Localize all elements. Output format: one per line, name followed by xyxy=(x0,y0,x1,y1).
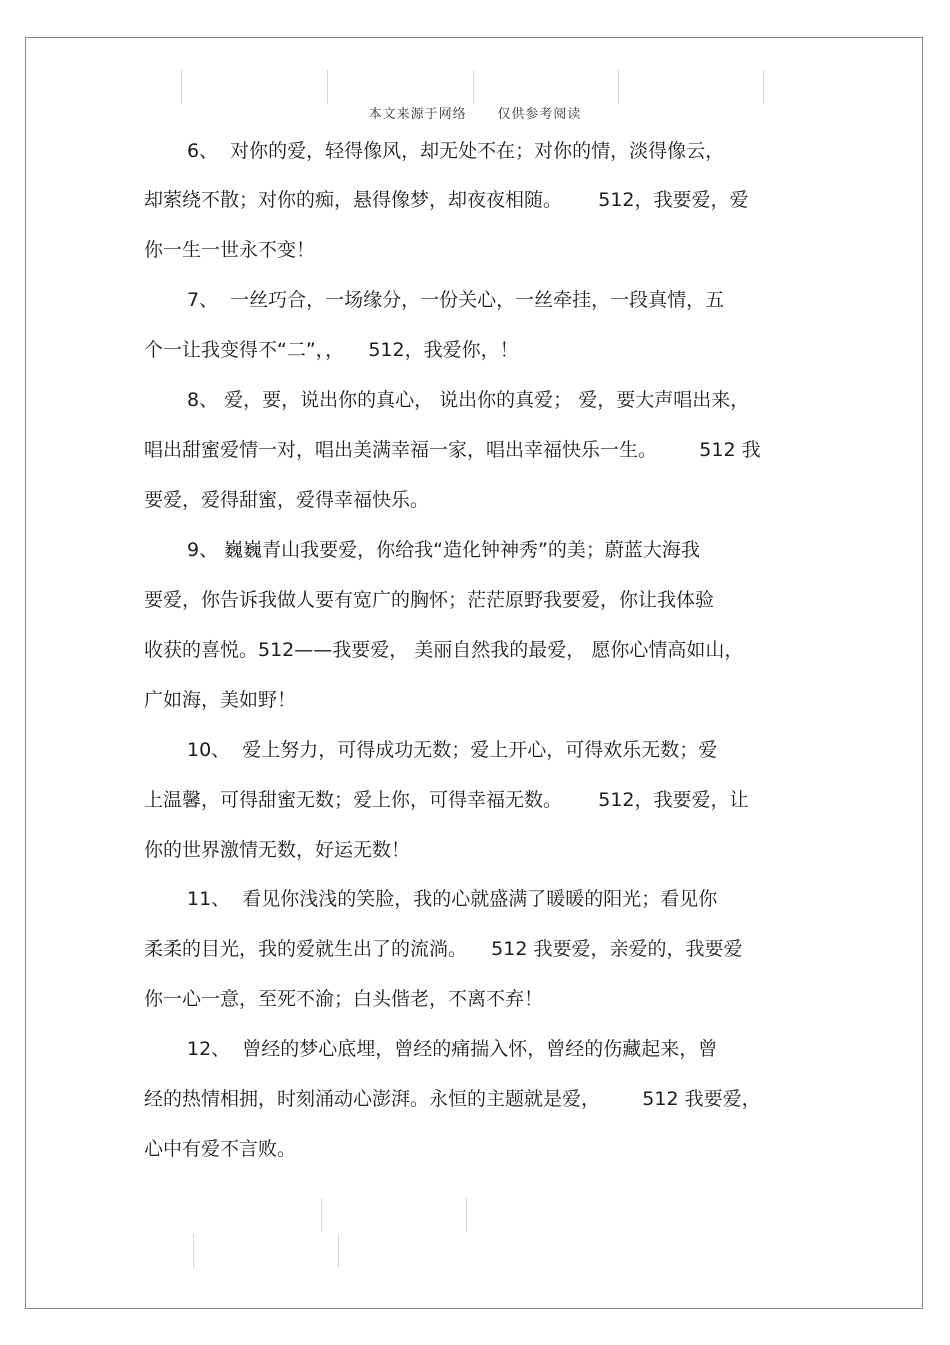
text-line: 10、 爱上努力，可得成功无数；爱上开心，可得欢乐无数；爱 xyxy=(187,739,718,761)
text-line: 9、 巍巍青山我要爱，你给我“造化钟神秀”的美；蔚蓝大海我 xyxy=(187,539,700,561)
top-divider-4 xyxy=(618,70,619,104)
text-line: 要爱，你告诉我做人要有宽广的胸怀；茫茫原野我要爱，你让我体验 xyxy=(144,589,715,611)
text-line: 上温馨，可得甜蜜无数；爱上你，可得幸福无数。 512，我要爱，让 xyxy=(144,789,749,811)
bottom-divider-4 xyxy=(338,1234,339,1268)
text-line: 你的世界激情无数，好运无数！ xyxy=(144,839,411,861)
text-line: 你一心一意，至死不渝；白头偕老，不离不弃！ xyxy=(144,988,544,1010)
top-divider-1 xyxy=(181,70,182,104)
text-line: 个一让我变得不“二”，， 512，我爱你，！ xyxy=(144,339,519,361)
text-line: 6、 对你的爱，轻得像风，却无处不在；对你的情，淡得像云， xyxy=(187,140,725,162)
bottom-divider-1 xyxy=(321,1198,322,1232)
text-line: 你一生一世永不变！ xyxy=(144,239,316,261)
top-divider-2 xyxy=(327,70,328,104)
text-line: 8、 爱，要，说出你的真心， 说出你的真爱； 爱，要大声唱出来， xyxy=(187,389,750,411)
text-line: 要爱，爱得甜蜜，爱得幸福快乐。 xyxy=(144,489,430,511)
bottom-divider-2 xyxy=(466,1198,467,1232)
top-divider-5 xyxy=(763,70,764,104)
text-line: 12、 曾经的梦心底埋，曾经的痛揣入怀，曾经的伤藏起来，曾 xyxy=(187,1038,718,1060)
text-line: 收获的喜悦。512——我要爱， 美丽自然我的最爱， 愿你心情高如山， xyxy=(144,639,744,661)
text-line: 却萦绕不散；对你的痴，悬得像梦，却夜夜相随。 512，我要爱，爱 xyxy=(144,189,749,211)
text-line: 7、 一丝巧合，一场缘分，一份关心，一丝牵挂，一段真情，五 xyxy=(187,289,725,311)
bottom-divider-3 xyxy=(193,1234,194,1268)
text-line: 唱出甜蜜爱情一对，唱出美满幸福一家，唱出幸福快乐一生。 512 我 xyxy=(144,439,761,461)
text-line: 广如海，美如野！ xyxy=(144,689,297,711)
text-line: 经的热情相拥，时刻涌动心澎湃。永恒的主题就是爱， 512 我要爱， xyxy=(144,1088,761,1110)
page-frame xyxy=(25,37,923,1309)
text-line: 柔柔的目光，我的爱就生出了的流淌。 512 我要爱，亲爱的，我要爱 xyxy=(144,938,743,960)
text-line: 11、 看见你浅浅的笑脸，我的心就盛满了暖暖的阳光；看见你 xyxy=(187,888,718,910)
text-line: 心中有爱不言败。 xyxy=(144,1138,297,1160)
source-note: 本文来源于网络 仅供参考阅读 xyxy=(368,107,582,122)
top-divider-3 xyxy=(473,70,474,104)
